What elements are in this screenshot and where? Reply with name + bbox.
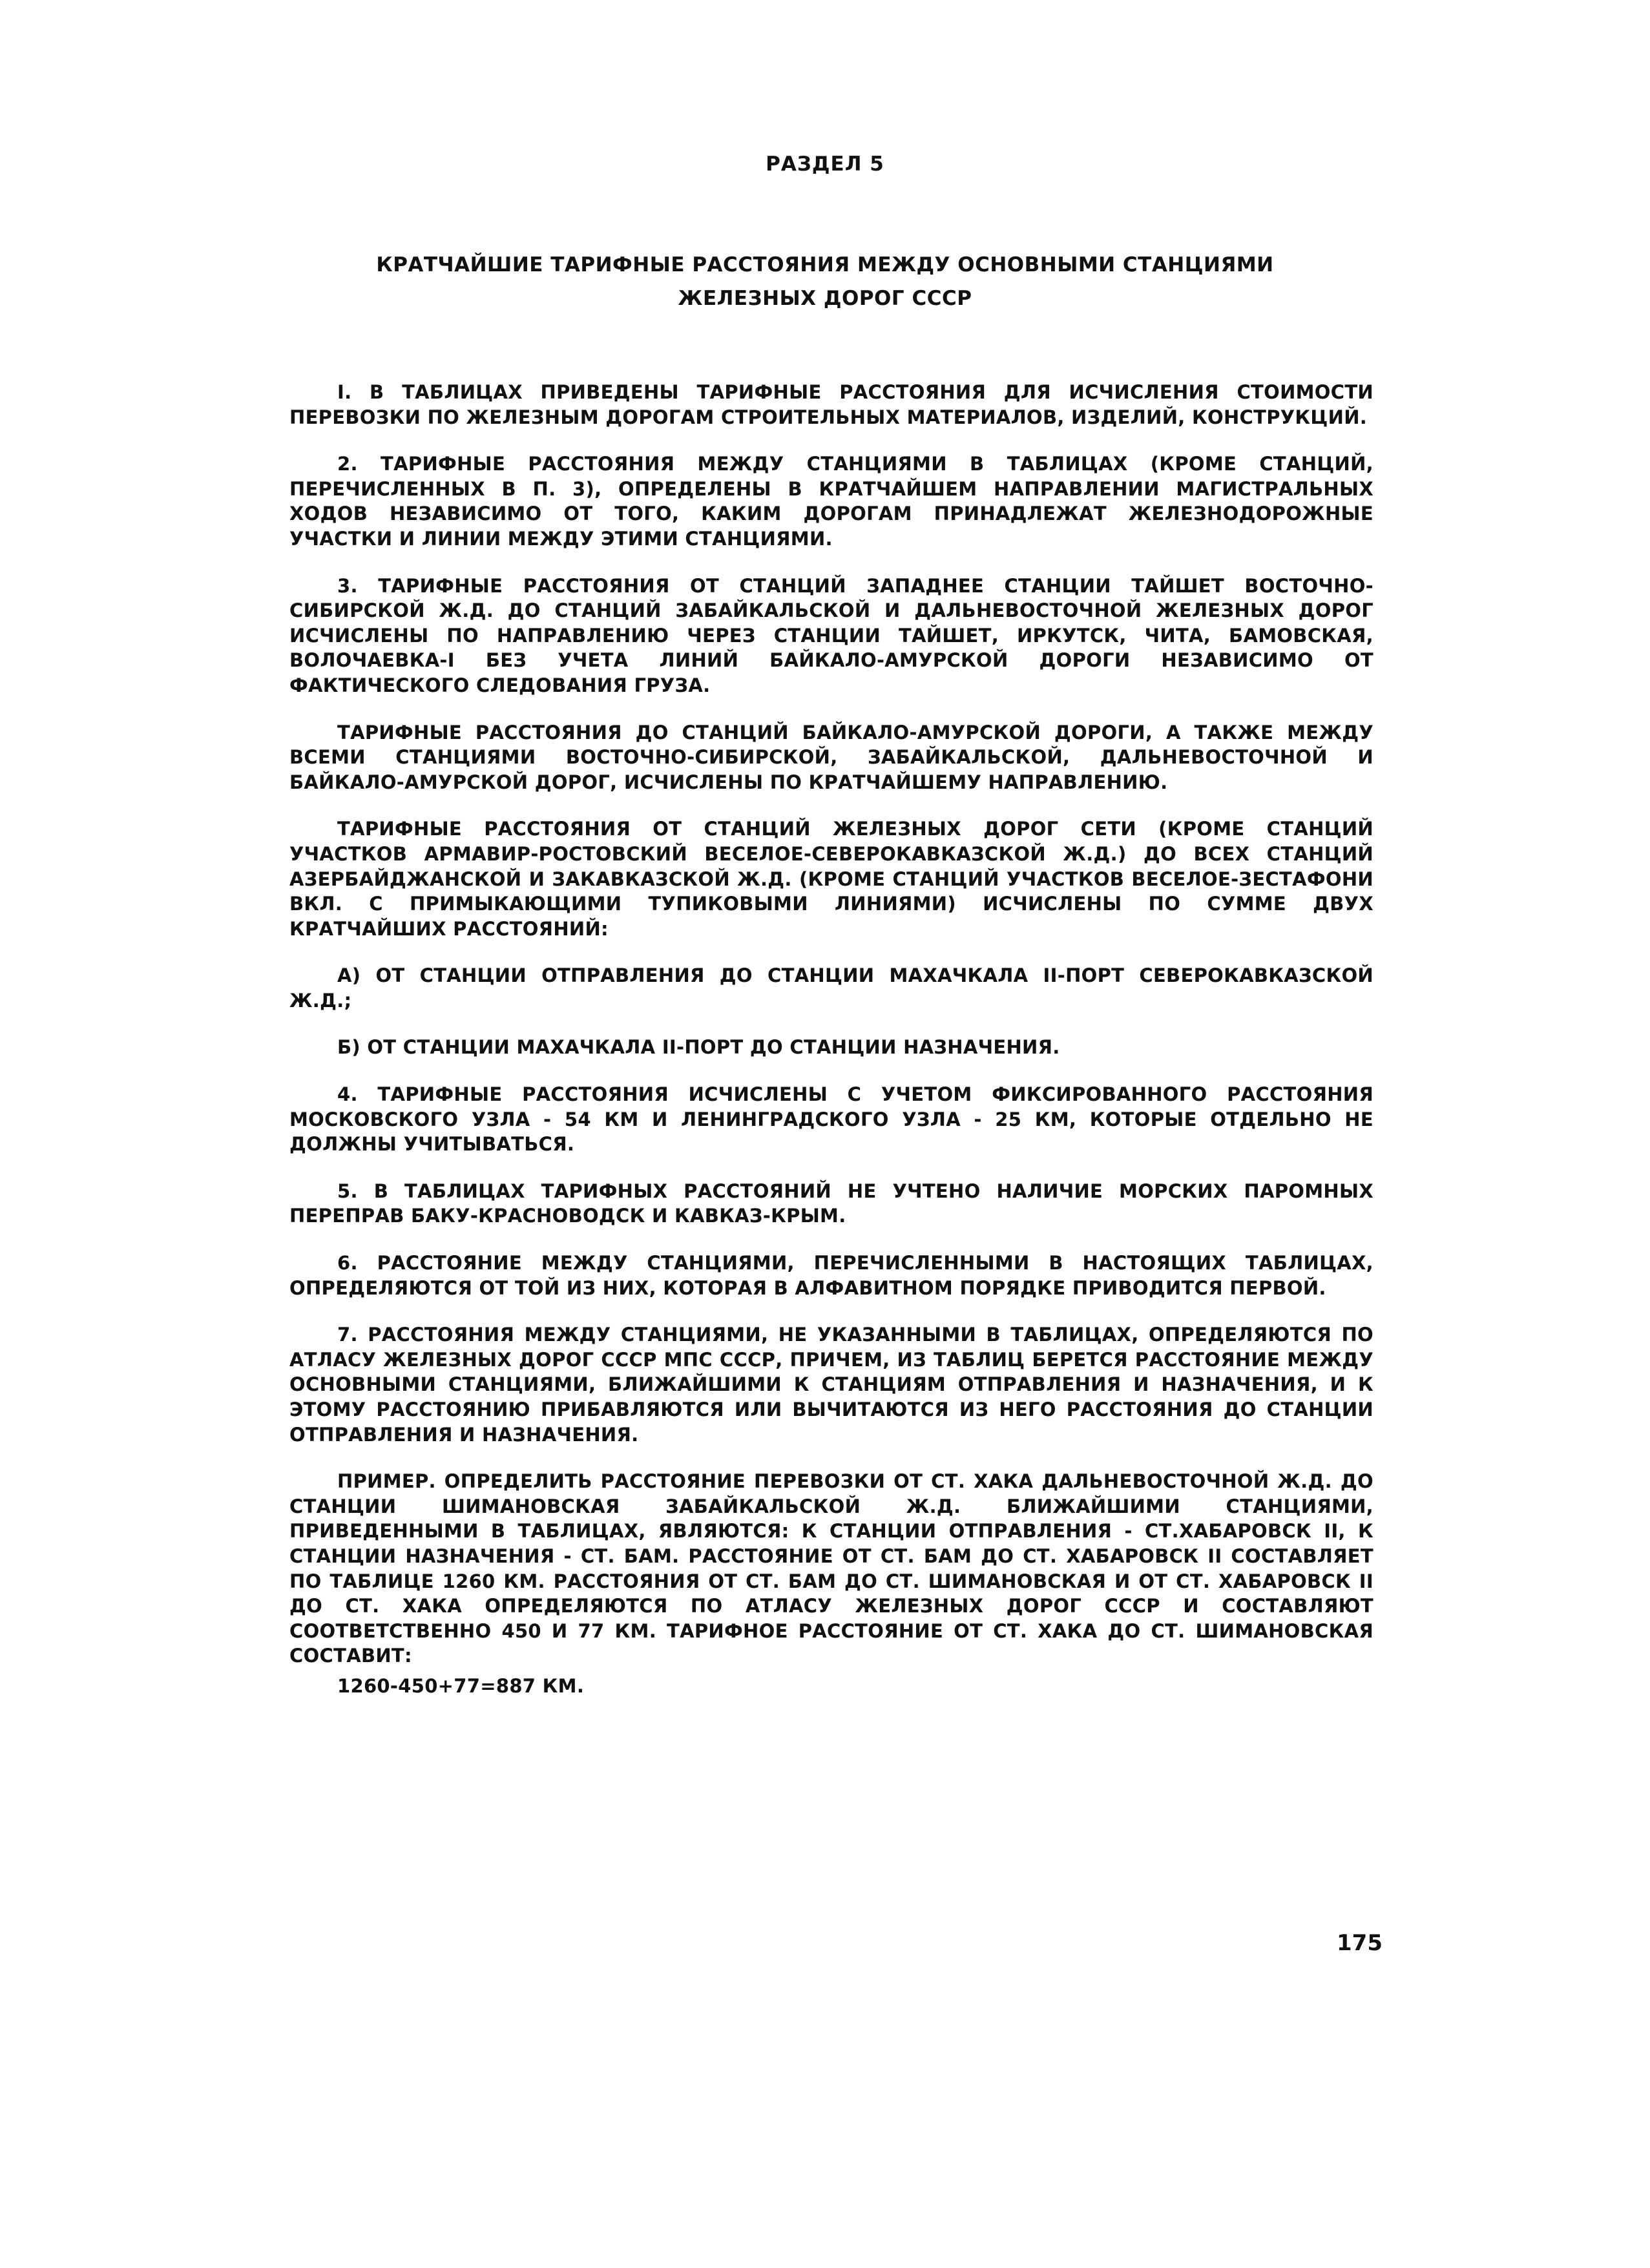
paragraph-4: 4. ТАРИФНЫЕ РАССТОЯНИЯ ИСЧИСЛЕНЫ С УЧЕТОМ ФИКСИРОВАННОГО РАССТОЯНИЯ МОСКОВСКОГО УЗЛА - 54 КМ И ЛЕНИНГРАДСКОГО УЗЛА - 25 КМ, КОТОРЫЕ ОТДЕЛЬНО НЕ ДОЛЖНЫ УЧИТЫВАТЬСЯ. (289, 1083, 1373, 1156)
section-label: РАЗДЕЛ 5 (766, 152, 884, 176)
body-text (289, 380, 1373, 1699)
list-item-a: А) ОТ СТАНЦИИ ОТПРАВЛЕНИЯ ДО СТАНЦИИ МАХАЧКАЛА II-ПОРТ СЕВЕРОКАВКАЗСКОЙ Ж.Д.; (289, 964, 1373, 1012)
example-paragraph: ПРИМЕР. ОПРЕДЕЛИТЬ РАССТОЯНИЕ ПЕРЕВОЗКИ ОТ СТ. ХАКА ДАЛЬНЕВОСТОЧНОЙ Ж.Д. ДО СТАНЦИИ ШИМАНОВСКАЯ ЗАБАЙКАЛЬСКОЙ Ж.Д. БЛИЖАЙШИМИ СТАНЦИЯМИ, ПРИВЕДЕННЫМИ В ТАБЛИЦАХ, ЯВЛЯЮТСЯ: К СТАНЦИИ ОТПРАВЛЕНИЯ - СТ.ХАБАРОВСК II, К СТАНЦИИ НАЗНАЧЕНИЯ - СТ. БАМ. РАССТОЯНИЕ ОТ СТ. БАМ ДО СТ. ХАБАРОВСК II СОСТАВЛЯЕТ ПО ТАБЛИЦЕ 1260 КМ. РАССТОЯНИЯ ОТ СТ. БАМ ДО СТ. ШИМАНОВСКАЯ И ОТ СТ. ХАБАРОВСК II ДО СТ. ХАКА ОПРЕДЕЛЯЮТСЯ ПО АТЛАСУ ЖЕЛЕЗНЫХ ДОРОГ СССР И СОСТАВЛЯЮТ СООТВЕТСТВЕННО 450 И 77 КМ. ТАРИФНОЕ РАССТОЯНИЕ ОТ СТ. ХАКА ДО СТ. ШИМАНОВСКАЯ СОСТАВИТ: (289, 1470, 1373, 1667)
example-formula: 1260-450+77=887 КМ. (337, 1674, 585, 1697)
paragraph-1: I. В ТАБЛИЦАХ ПРИВЕДЕНЫ ТАРИФНЫЕ РАССТОЯНИЯ ДЛЯ ИСЧИСЛЕНИЯ СТОИМОСТИ ПЕРЕВОЗКИ ПО ЖЕЛЕЗНЫМ ДОРОГАМ СТРОИТЕЛЬНЫХ МАТЕРИАЛОВ, ИЗДЕЛИЙ, КОНСТРУКЦИЙ. (289, 381, 1373, 428)
title-line: ЖЕЛЕЗНЫХ ДОРОГ СССР (678, 287, 972, 310)
page-number: 175 (1337, 1930, 1383, 1956)
document-title (194, 248, 1456, 315)
paragraph-3: 3. ТАРИФНЫЕ РАССТОЯНИЯ ОТ СТАНЦИЙ ЗАПАДНЕЕ СТАНЦИИ ТАЙШЕТ ВОСТОЧНО-СИБИРСКОЙ Ж.Д. ДО СТАНЦИЙ ЗАБАЙКАЛЬСКОЙ И ДАЛЬНЕВОСТОЧНОЙ ЖЕЛЕЗНЫХ ДОРОГ ИСЧИСЛЕНЫ ПО НАПРАВЛЕНИЮ ЧЕРЕЗ СТАНЦИИ ТАЙШЕТ, ИРКУТСК, ЧИТА, БАМОВСКАЯ, ВОЛОЧАЕВКА-I БЕЗ УЧЕТА ЛИНИЙ БАЙКАЛО-АМУРСКОЙ ДОРОГИ НЕЗАВИСИМО ОТ ФАКТИЧЕСКОГО СЛЕДОВАНИЯ ГРУЗА. (289, 574, 1373, 696)
paragraph-6: 6. РАССТОЯНИЕ МЕЖДУ СТАНЦИЯМИ, ПЕРЕЧИСЛЕННЫМИ В НАСТОЯЩИХ ТАБЛИЦАХ, ОПРЕДЕЛЯЮТСЯ ОТ ТОЙ ИЗ НИХ, КОТОРАЯ В АЛФАВИТНОМ ПОРЯДКЕ ПРИВОДИТСЯ ПЕРВОЙ. (289, 1252, 1373, 1299)
list-item-b: Б) ОТ СТАНЦИИ МАХАЧКАЛА II-ПОРТ ДО СТАНЦИИ НАЗНАЧЕНИЯ. (337, 1036, 1060, 1059)
paragraph-7: 7. РАССТОЯНИЯ МЕЖДУ СТАНЦИЯМИ, НЕ УКАЗАННЫМИ В ТАБЛИЦАХ, ОПРЕДЕЛЯЮТСЯ ПО АТЛАСУ ЖЕЛЕЗНЫХ ДОРОГ СССР МПС СССР, ПРИЧЕМ, ИЗ ТАБЛИЦ БЕРЕТСЯ РАССТОЯНИЕ МЕЖДУ ОСНОВНЫМИ СТАНЦИЯМИ, БЛИЖАЙШИМИ К СТАНЦИЯМ ОТПРАВЛЕНИЯ И НАЗНАЧЕНИЯ, И К ЭТОМУ РАССТОЯНИЮ ПРИБАВЛЯЮТСЯ ИЛИ ВЫЧИТАЮТСЯ ИЗ НЕГО РАССТОЯНИЯ ДО СТАНЦИИ ОТПРАВЛЕНИЯ И НАЗНАЧЕНИЯ. (289, 1324, 1373, 1446)
paragraph-5: 5. В ТАБЛИЦАХ ТАРИФНЫХ РАССТОЯНИЙ НЕ УЧТЕНО НАЛИЧИЕ МОРСКИХ ПАРОМНЫХ ПЕРЕПРАВ БАКУ-КРАСНОВОДСК И КАВКАЗ-КРЫМ. (289, 1180, 1373, 1227)
title-line: КРАТЧАЙШИЕ ТАРИФНЫЕ РАССТОЯНИЯ МЕЖДУ ОСНОВНЫМИ СТАНЦИЯМИ (376, 253, 1274, 276)
paragraph-3-exceptions: ТАРИФНЫЕ РАССТОЯНИЯ ОТ СТАНЦИЙ ЖЕЛЕЗНЫХ ДОРОГ СЕТИ (КРОМЕ СТАНЦИЙ УЧАСТКОВ АРМАВИР-РОСТОВСКИЙ ВЕСЕЛОЕ-СЕВЕРОКАВКАЗСКОЙ Ж.Д.) ДО ВСЕХ СТАНЦИЙ АЗЕРБАЙДЖАНСКОЙ И ЗАКАВКАЗСКОЙ Ж.Д. (КРОМЕ СТАНЦИЙ УЧАСТКОВ ВЕСЕЛОЕ-ЗЕСТАФОНИ ВКЛ. С ПРИМЫКАЮЩИМИ ТУПИКОВЫМИ ЛИНИЯМИ) ИСЧИСЛЕНЫ ПО СУММЕ ДВУХ КРАТЧАЙШИХ РАССТОЯНИЙ: (289, 818, 1373, 940)
paragraph-2: 2. ТАРИФНЫЕ РАССТОЯНИЯ МЕЖДУ СТАНЦИЯМИ В ТАБЛИЦАХ (КРОМЕ СТАНЦИЙ, ПЕРЕЧИСЛЕННЫХ В П. 3), ОПРЕДЕЛЕНЫ В КРАТЧАЙШЕМ НАПРАВЛЕНИИ МАГИСТРАЛЬНЫХ ХОДОВ НЕЗАВИСИМО ОТ ТОГО, КАКИМ ДОРОГАМ ПРИНАДЛЕЖАТ ЖЕЛЕЗНОДОРОЖНЫЕ УЧАСТКИ И ЛИНИИ МЕЖДУ ЭТИМИ СТАНЦИЯМИ. (289, 453, 1373, 550)
paragraph-3-continued: ТАРИФНЫЕ РАССТОЯНИЯ ДО СТАНЦИЙ БАЙКАЛО-АМУРСКОЙ ДОРОГИ, А ТАКЖЕ МЕЖДУ ВСЕМИ СТАНЦИЯМИ ВОСТОЧНО-СИБИРСКОЙ, ЗАБАЙКАЛЬСКОЙ, ДАЛЬНЕВОСТОЧНОЙ И БАЙКАЛО-АМУРСКОЙ ДОРОГ, ИСЧИСЛЕНЫ ПО КРАТЧАЙШЕМУ НАПРАВЛЕНИЮ. (289, 721, 1373, 793)
